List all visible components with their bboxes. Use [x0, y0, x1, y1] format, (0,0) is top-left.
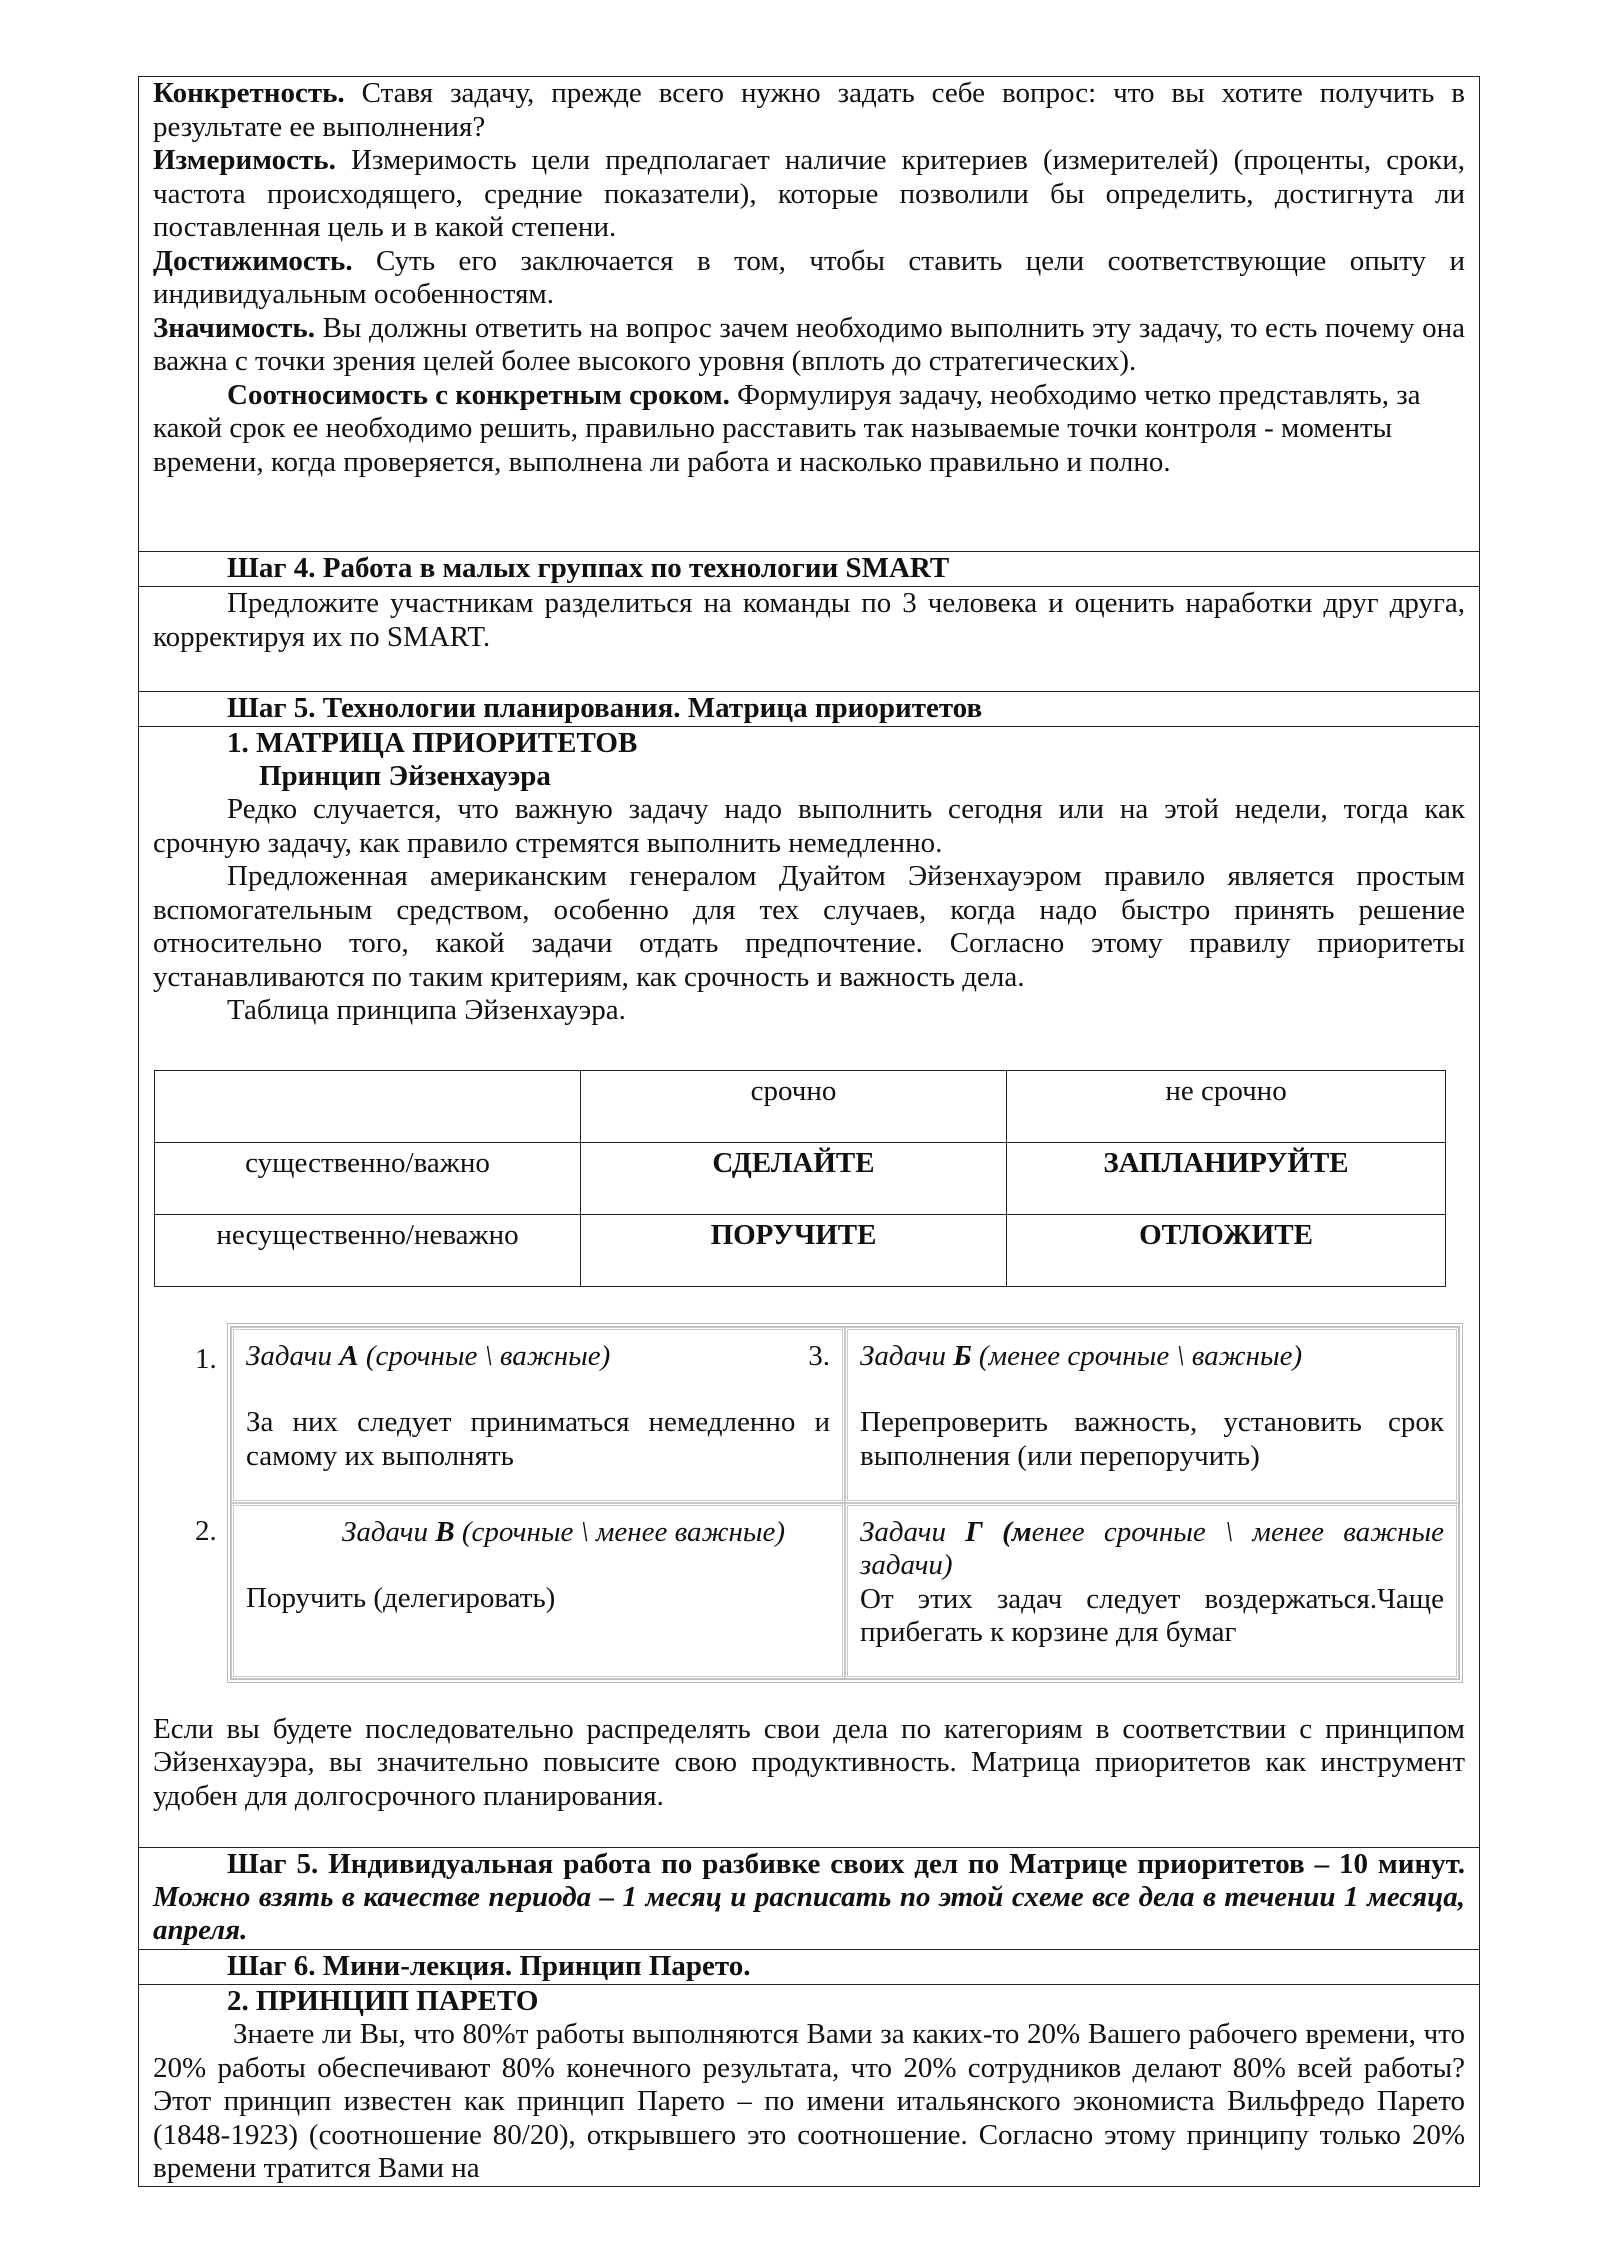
matrix-cell-d — [845, 1503, 1459, 1679]
step6-heading: Шаг 6. Мини-лекция. Принцип Парето. — [227, 1950, 751, 1982]
priority-matrix-wrapper — [139, 1323, 1479, 1683]
matrix-cell-a — [231, 1327, 845, 1503]
smart-def-measurable: Измеримость. Измеримость цели предполагает наличие критериев (измерителей) (проценты, сроки, частота происходящего, средние показатели), которые позволили бы определить, достигнута ли поставленная цель и в какой степени. — [153, 144, 1465, 243]
pareto-paragraph: Знаете ли Вы, что 80%т работы выполняются Вами за каких-то 20% Вашего рабочего времени, что 20% работы обеспечивают 80% конечного результата, что 20% сотрудников делают 80% всей работы? Этот принцип известен как принцип Парето – по имени итальянского экономиста Вильфредо Парето (1848-1923) (соотношение 80/20), открывшего это соотношение. Согласно этому принципу только 20% времени тратится Вами на — [153, 2018, 1465, 2184]
matrix-b-text: Перепроверить важность, установить срок выполнения (или перепоручить) — [860, 1406, 1444, 1472]
matrix-d-text: От этих задач следует воздержаться.Чаще прибегать к корзине для бумаг — [860, 1582, 1444, 1648]
step6-heading-row — [138, 1950, 1480, 1985]
table-header-not-urgent: не срочно — [1007, 1070, 1446, 1142]
table-cell-empty — [155, 1070, 581, 1142]
table-cell-delegate: ПОРУЧИТЕ — [581, 1214, 1007, 1286]
smart-def-timebound: Соотносимость с конкретным сроком. Формулируя задачу, необходимо четко представлять, за какой срок ее необходимо решить, правильно расставить так называемые точки контроля - моменты времени, когда проверяется, выполнена ли работа и насколько правильно и полно. — [153, 378, 1421, 478]
step5-conclusion: Если вы будете последовательно распределять свои дела по категориям в соответствии с принципом Эйзенхауэра, вы значительно повысите свою продуктивность. Матрица приоритетов как инструмент удобен для долгосрочного планирования. — [153, 1712, 1465, 1812]
step4-heading-row — [138, 552, 1480, 587]
matrix-cell-b — [845, 1327, 1459, 1503]
table-row — [155, 1142, 1446, 1214]
step6-body — [138, 1985, 1480, 2187]
table-cell-plan: ЗАПЛАНИРУЙТЕ — [1007, 1142, 1446, 1214]
matrix-a-title: Задачи А (срочные \ важные) — [246, 1339, 611, 1372]
smart-definitions-block — [138, 76, 1480, 552]
table-cell-do: СДЕЛАЙТЕ — [581, 1142, 1007, 1214]
step5b-heading: Шаг 5. Индивидуальная работа по разбивке своих дел по Матрице приоритетов – 10 минут. Можно взять в качестве периода – 1 месяц и расписать по этой схеме все дела в течении 1 месяца, апреля. — [153, 1848, 1465, 1946]
table-row — [155, 1214, 1446, 1286]
step5-paragraph-1: Редко случается, что важную задачу надо выполнить сегодня или на этой недели, тогда как срочную задачу, как правило стремятся выполнить немедленно. — [153, 793, 1465, 859]
table-row — [231, 1503, 1459, 1679]
step5b-heading-row — [138, 1848, 1480, 1950]
step5-paragraph-2: Предложенная американским генералом Дуайтом Эйзенхауэром правило является простым вспомогательным средством, особенно для тех случаев, когда надо быстро принять решение относительно того, какой задачи отдать предпочтение. Согласно этому правилу приоритеты устанавливаются по таким критериям, как срочность и важность дела. — [153, 860, 1465, 993]
pareto-section-title: 2. ПРИНЦИП ПАРЕТО — [227, 1985, 539, 2017]
matrix-c-text: Поручить (делегировать) — [246, 1582, 556, 1614]
table-cell-postpone: ОТЛОЖИТЕ — [1007, 1214, 1446, 1286]
smart-def-achievable: Достижимость. Суть его заключается в том, чтобы ставить цели соответствующие опыту и индивидуальным особенностям. — [153, 244, 1465, 310]
step4-text: Предложите участникам разделиться на команды по 3 человека и оценить наработки друг друга, корректируя их по SMART. — [153, 587, 1465, 653]
step5-paragraph-3: Таблица принципа Эйзенхауэра. — [227, 994, 626, 1026]
step5-heading: Шаг 5. Технологии планирования. Матрица приоритетов — [227, 692, 983, 724]
matrix-a-text: За них следует приниматься немедленно и самому их выполнять — [246, 1406, 830, 1472]
step4-body — [138, 587, 1480, 692]
priority-matrix — [227, 1323, 1463, 1683]
matrix-num-1: 1. — [195, 1342, 217, 1375]
smart-def-relevant: Значимость. Вы должны ответить на вопрос зачем необходимо выполнить эту задачу, то есть почему она важна с точки зрения целей более высокого уровня (вплоть до стратегических). — [153, 311, 1465, 377]
smart-def-specific: Конкретность. Ставя задачу, прежде всего нужно задать себе вопрос: что вы хотите получить в результате ее выполнения? — [153, 77, 1465, 143]
table-header-urgent: срочно — [581, 1070, 1007, 1142]
eisenhower-table — [154, 1070, 1446, 1287]
eisenhower-principle-title: Принцип Эйзенхауэра — [259, 760, 551, 792]
step4-heading: Шаг 4. Работа в малых группах по технологии SMART — [227, 552, 950, 584]
document-page — [138, 76, 1480, 2187]
matrix-num-3: 3. — [808, 1339, 830, 1372]
step5-heading-row — [138, 692, 1480, 727]
table-row-label-important: существенно/важно — [155, 1142, 581, 1214]
matrix-num-2: 2. — [195, 1514, 217, 1547]
matrix-b-title: Задачи Б (менее срочные \ важные) — [860, 1339, 1303, 1372]
table-row — [155, 1070, 1446, 1142]
step5-body — [138, 727, 1480, 1848]
table-row-label-unimportant: несущественно/неважно — [155, 1214, 581, 1286]
matrix-c-title: Задачи В (срочные \ менее важные) — [342, 1515, 786, 1548]
matrix-cell-c — [231, 1503, 845, 1679]
table-row — [231, 1327, 1459, 1503]
matrix-section-title: 1. МАТРИЦА ПРИОРИТЕТОВ — [227, 727, 638, 759]
matrix-d-title: Задачи Г (менее срочные \ менее важные задачи) — [860, 1515, 1445, 1581]
